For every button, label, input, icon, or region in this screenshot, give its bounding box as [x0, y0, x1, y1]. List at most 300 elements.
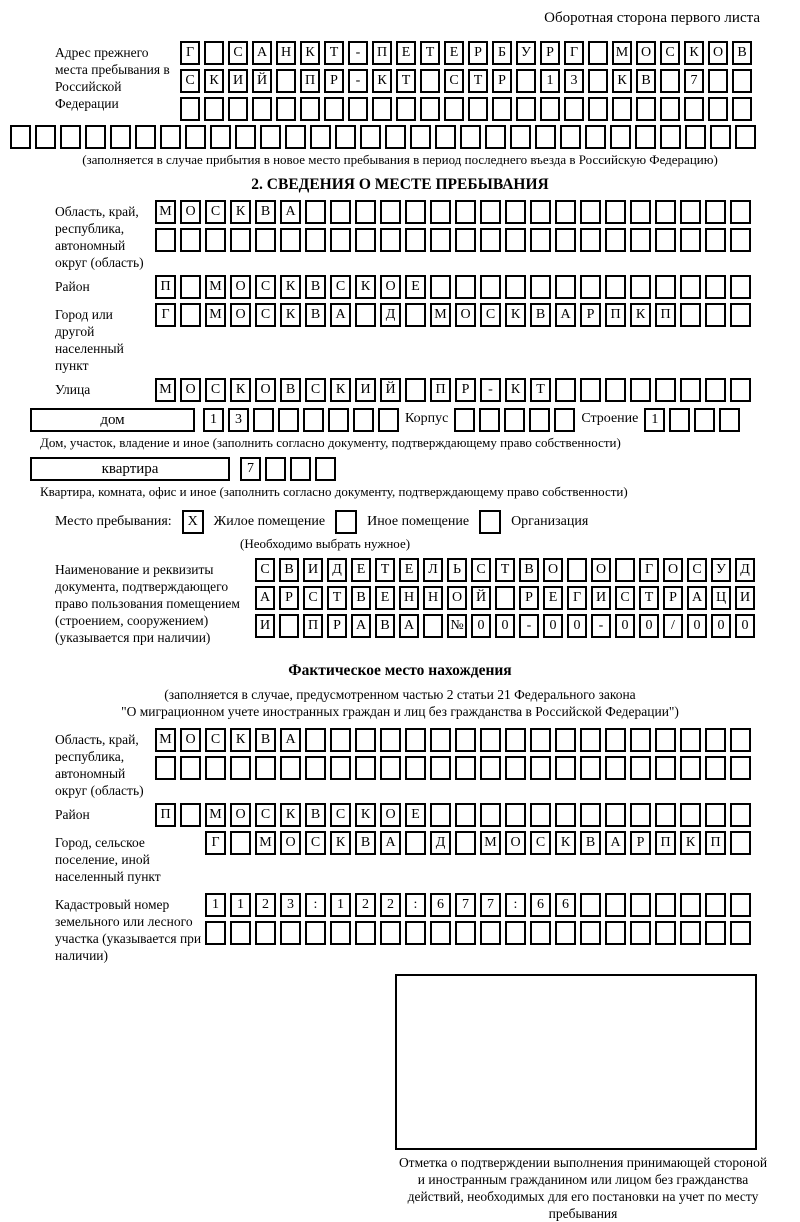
char-cell [480, 228, 501, 252]
char-cell [636, 97, 656, 121]
char-cell: С [530, 831, 551, 855]
char-cell: 1 [540, 69, 560, 93]
char-cell [60, 125, 81, 149]
char-cell [280, 921, 301, 945]
char-cell [660, 97, 680, 121]
char-cell [605, 228, 626, 252]
char-cell [480, 803, 501, 827]
char-cell: М [430, 303, 451, 327]
char-cell [530, 921, 551, 945]
char-cell [455, 756, 476, 780]
char-cell [510, 125, 531, 149]
char-cell: Е [444, 41, 464, 65]
stroenie-label: Строение [581, 411, 639, 426]
char-cell: В [732, 41, 752, 65]
char-cell [612, 97, 632, 121]
char-cell [555, 200, 576, 224]
char-cell [708, 97, 728, 121]
char-cell [468, 97, 488, 121]
doc-block [55, 558, 785, 646]
char-cell [580, 200, 601, 224]
char-cell: Н [276, 41, 296, 65]
char-cell [405, 303, 426, 327]
kadastr-rows [205, 893, 751, 945]
ulitsa-block [55, 378, 785, 402]
char-cell [580, 275, 601, 299]
char-cell [655, 228, 676, 252]
char-cell [730, 378, 751, 402]
char-cell: 0 [567, 614, 587, 638]
kadastr-block [55, 893, 785, 964]
char-cell [530, 228, 551, 252]
kvartira-caption: Квартира, комната, офис и иное (заполнить согласно документу, подтверждающему право собственности) [40, 484, 628, 499]
char-cell: 1 [230, 893, 251, 917]
char-cell [680, 803, 701, 827]
char-cell: П [605, 303, 626, 327]
char-cell [555, 728, 576, 752]
kvartira-char-cells [240, 457, 336, 481]
char-cell [315, 457, 336, 481]
char-cell [555, 921, 576, 945]
char-cell [605, 200, 626, 224]
char-cell: В [355, 831, 376, 855]
char-cell: Т [327, 586, 347, 610]
char-cell [564, 97, 584, 121]
char-cell: В [580, 831, 601, 855]
char-cell: А [351, 614, 371, 638]
stamp-area [395, 974, 771, 1222]
char-cell: № [447, 614, 467, 638]
char-cell [205, 228, 226, 252]
oblast-block [55, 200, 785, 271]
char-cell: - [591, 614, 611, 638]
char-cell [530, 275, 551, 299]
char-cell [580, 803, 601, 827]
char-cell [680, 756, 701, 780]
char-cell [730, 200, 751, 224]
char-cell [430, 756, 451, 780]
fact-raion-char-row [155, 803, 751, 827]
char-cell: Е [405, 275, 426, 299]
korpus-label: Корпус [405, 411, 449, 426]
char-cell [235, 125, 256, 149]
char-cell [430, 228, 451, 252]
char-cell: Д [380, 303, 401, 327]
char-cell [285, 125, 306, 149]
char-cell [279, 614, 299, 638]
mesto-note: (Необходимо выбрать нужное) [240, 536, 411, 551]
char-cell [685, 125, 706, 149]
char-cell: 2 [355, 893, 376, 917]
mesto-row [55, 510, 785, 534]
char-cell [355, 200, 376, 224]
char-cell [335, 125, 356, 149]
char-cell: П [655, 303, 676, 327]
char-cell: Т [420, 41, 440, 65]
char-cell [276, 97, 296, 121]
option-organizaciya-label: Организация [511, 514, 589, 529]
char-cell [669, 408, 690, 432]
char-cell [555, 378, 576, 402]
char-cell [385, 125, 406, 149]
char-cell [516, 69, 536, 93]
char-cell [455, 831, 476, 855]
char-cell [605, 756, 626, 780]
char-cell: А [399, 614, 419, 638]
char-cell [730, 728, 751, 752]
char-cell [605, 728, 626, 752]
char-cell [480, 275, 501, 299]
char-cell: О [230, 275, 251, 299]
char-cell [180, 303, 201, 327]
char-cell [430, 728, 451, 752]
char-cell: Г [180, 41, 200, 65]
char-cell [180, 803, 201, 827]
char-cell: 0 [735, 614, 755, 638]
char-cell [160, 125, 181, 149]
dom-row [30, 408, 785, 432]
char-cell [355, 921, 376, 945]
char-cell [355, 303, 376, 327]
char-cell: М [480, 831, 501, 855]
char-cell: И [735, 586, 755, 610]
char-cell [655, 275, 676, 299]
checkbox-zhiloe: X [182, 510, 204, 534]
char-cell [505, 200, 526, 224]
char-cell [630, 228, 651, 252]
char-cell [180, 228, 201, 252]
char-cell [585, 125, 606, 149]
char-cell: 1 [644, 408, 665, 432]
char-cell [330, 756, 351, 780]
char-cell [655, 728, 676, 752]
char-cell: С [305, 378, 326, 402]
char-cell: П [155, 275, 176, 299]
char-cell [396, 97, 416, 121]
prev-address-label: Адрес прежнего места пребывания в Российской Федерации [55, 45, 170, 111]
char-cell [730, 275, 751, 299]
checkbox-inoe [335, 510, 357, 534]
char-cell [372, 97, 392, 121]
fact-oblast-label: Область, край, республика, автономный округ (область) [55, 732, 144, 798]
char-cell: Т [324, 41, 344, 65]
char-cell [730, 803, 751, 827]
char-cell: Т [396, 69, 416, 93]
kvartira-box: квартира [30, 457, 230, 481]
char-cell [455, 228, 476, 252]
char-cell [300, 97, 320, 121]
fact-caption-2: "О миграционном учете иностранных граждан и лиц без гражданства в Российской Федерации") [121, 704, 679, 719]
char-cell: 1 [203, 408, 224, 432]
char-cell [588, 41, 608, 65]
char-cell [580, 756, 601, 780]
char-cell: В [530, 303, 551, 327]
char-cell [328, 408, 349, 432]
prev-address-char-row-2 [180, 69, 752, 93]
char-cell [380, 228, 401, 252]
char-cell [423, 614, 443, 638]
mesto-label: Место пребывания: [55, 514, 172, 529]
char-cell: А [330, 303, 351, 327]
char-cell: Р [630, 831, 651, 855]
char-cell [605, 378, 626, 402]
char-cell: 0 [471, 614, 491, 638]
char-cell: С [687, 558, 707, 582]
char-cell [180, 756, 201, 780]
char-cell: 7 [480, 893, 501, 917]
char-cell: Н [399, 586, 419, 610]
char-cell: С [330, 275, 351, 299]
char-cell [455, 200, 476, 224]
char-cell [305, 728, 326, 752]
char-cell: - [519, 614, 539, 638]
char-cell: Т [375, 558, 395, 582]
char-cell [324, 97, 344, 121]
char-cell: К [355, 803, 376, 827]
fact-oblast-char-row-1 [155, 728, 751, 752]
char-cell [204, 41, 224, 65]
char-cell: И [255, 614, 275, 638]
char-cell: Р [324, 69, 344, 93]
char-cell [655, 921, 676, 945]
raion-label: Район [55, 279, 90, 294]
raion-block [55, 275, 785, 299]
stamp-caption: Отметка о подтверждении выполнения принимающей стороной и иностранным гражданином или лицом без гражданства действий, необходимых для его постановки на учет по месту пребывания [398, 1155, 768, 1221]
char-cell: О [505, 831, 526, 855]
char-cell [290, 457, 311, 481]
char-cell: К [204, 69, 224, 93]
char-cell: Е [375, 586, 395, 610]
fact-gorod-label: Город, сельское поселение, иной населенный пункт [55, 835, 161, 884]
char-cell: К [330, 378, 351, 402]
char-cell [480, 200, 501, 224]
char-cell [505, 921, 526, 945]
oblast-char-row-1 [155, 200, 751, 224]
char-cell [605, 275, 626, 299]
char-cell [479, 408, 500, 432]
char-cell [380, 756, 401, 780]
char-cell [210, 125, 231, 149]
char-cell: Е [405, 803, 426, 827]
char-cell: О [280, 831, 301, 855]
char-cell: Р [468, 41, 488, 65]
char-cell [529, 408, 550, 432]
char-cell [355, 228, 376, 252]
char-cell [410, 125, 431, 149]
char-cell: С [303, 586, 323, 610]
char-cell: И [228, 69, 248, 93]
prev-address-block [55, 41, 785, 121]
char-cell [719, 408, 740, 432]
prev-address-char-row-4 [10, 125, 785, 149]
ulitsa-label: Улица [55, 382, 91, 397]
checkbox-organizaciya [479, 510, 501, 534]
prev-address-caption: (заполняется в случае прибытия в новое место пребывания в период последнего въезда в Российскую Федерацию) [82, 152, 718, 167]
char-cell: Е [396, 41, 416, 65]
char-cell [705, 200, 726, 224]
char-cell: К [630, 303, 651, 327]
gorod-char-row [155, 303, 751, 327]
char-cell [305, 228, 326, 252]
char-cell [684, 97, 704, 121]
char-cell [380, 921, 401, 945]
char-cell [705, 893, 726, 917]
doc-rows [255, 558, 755, 638]
stamp-box [395, 974, 757, 1150]
char-cell [705, 921, 726, 945]
char-cell: 0 [687, 614, 707, 638]
ulitsa-char-row [155, 378, 751, 402]
char-cell [485, 125, 506, 149]
char-cell [588, 97, 608, 121]
char-cell: Б [492, 41, 512, 65]
char-cell [730, 893, 751, 917]
char-cell [732, 69, 752, 93]
char-cell [504, 408, 525, 432]
char-cell [204, 97, 224, 121]
char-cell: В [305, 275, 326, 299]
char-cell: Г [205, 831, 226, 855]
char-cell [480, 921, 501, 945]
char-cell [265, 457, 286, 481]
prev-address-rows [180, 41, 752, 121]
char-cell: С [305, 831, 326, 855]
char-cell: О [180, 378, 201, 402]
char-cell [694, 408, 715, 432]
char-cell [705, 728, 726, 752]
char-cell [278, 408, 299, 432]
char-cell [555, 803, 576, 827]
char-cell: С [330, 803, 351, 827]
char-cell: К [372, 69, 392, 93]
char-cell: К [280, 303, 301, 327]
char-cell [380, 200, 401, 224]
char-cell: А [280, 728, 301, 752]
char-cell: Г [564, 41, 584, 65]
char-cell: О [543, 558, 563, 582]
char-cell: О [180, 200, 201, 224]
fact-oblast-block [55, 728, 785, 799]
char-cell: А [687, 586, 707, 610]
char-cell [605, 803, 626, 827]
char-cell [560, 125, 581, 149]
char-cell: 0 [639, 614, 659, 638]
char-cell: Н [423, 586, 443, 610]
char-cell [353, 408, 374, 432]
char-cell [580, 893, 601, 917]
char-cell: М [205, 303, 226, 327]
char-cell [110, 125, 131, 149]
char-cell [355, 728, 376, 752]
char-cell: С [255, 803, 276, 827]
kadastr-char-row-1 [205, 893, 751, 917]
char-cell: Р [540, 41, 560, 65]
char-cell [444, 97, 464, 121]
char-cell [580, 921, 601, 945]
char-cell [730, 756, 751, 780]
char-cell: К [280, 275, 301, 299]
char-cell [680, 228, 701, 252]
char-cell [255, 921, 276, 945]
char-cell [85, 125, 106, 149]
prev-address-char-row-1 [180, 41, 752, 65]
char-cell: О [380, 803, 401, 827]
char-cell [630, 200, 651, 224]
char-cell: С [205, 200, 226, 224]
char-cell: В [305, 803, 326, 827]
char-cell [230, 921, 251, 945]
char-cell [276, 69, 296, 93]
char-cell: П [655, 831, 676, 855]
char-cell: М [155, 728, 176, 752]
char-cell [135, 125, 156, 149]
char-cell [660, 69, 680, 93]
char-cell [252, 97, 272, 121]
char-cell: П [430, 378, 451, 402]
char-cell: В [375, 614, 395, 638]
char-cell: Т [530, 378, 551, 402]
char-cell: С [255, 303, 276, 327]
char-cell [405, 728, 426, 752]
char-cell [730, 831, 751, 855]
char-cell [430, 803, 451, 827]
char-cell: Т [468, 69, 488, 93]
char-cell [260, 125, 281, 149]
char-cell [680, 200, 701, 224]
char-cell: С [471, 558, 491, 582]
fact-raion-label: Район [55, 807, 90, 822]
char-cell [655, 803, 676, 827]
oblast-char-row-2 [155, 228, 751, 252]
char-cell [460, 125, 481, 149]
char-cell: Ь [447, 558, 467, 582]
dom-box: дом [30, 408, 195, 432]
fact-oblast-char-row-2 [155, 756, 751, 780]
char-cell: А [380, 831, 401, 855]
char-cell: 3 [564, 69, 584, 93]
char-cell: Г [155, 303, 176, 327]
char-cell [330, 728, 351, 752]
kadastr-label: Кадастровый номер земельного или лесного участка (указывается при наличии) [55, 897, 202, 963]
char-cell: 1 [205, 893, 226, 917]
char-cell: К [355, 275, 376, 299]
char-cell: Д [327, 558, 347, 582]
char-cell [730, 921, 751, 945]
char-cell: К [280, 803, 301, 827]
page-side-note: Оборотная сторона первого листа [544, 10, 760, 26]
char-cell [455, 803, 476, 827]
char-cell: Й [471, 586, 491, 610]
char-cell [730, 228, 751, 252]
char-cell: О [591, 558, 611, 582]
char-cell: 7 [240, 457, 261, 481]
char-cell: Р [663, 586, 683, 610]
char-cell: О [380, 275, 401, 299]
char-cell [505, 803, 526, 827]
char-cell [705, 378, 726, 402]
char-cell [405, 228, 426, 252]
char-cell [310, 125, 331, 149]
char-cell: К [230, 200, 251, 224]
char-cell [630, 275, 651, 299]
char-cell: Р [492, 69, 512, 93]
char-cell [348, 97, 368, 121]
char-cell: 3 [280, 893, 301, 917]
char-cell: С [255, 275, 276, 299]
char-cell: 6 [530, 893, 551, 917]
char-cell [454, 408, 475, 432]
char-cell [430, 200, 451, 224]
